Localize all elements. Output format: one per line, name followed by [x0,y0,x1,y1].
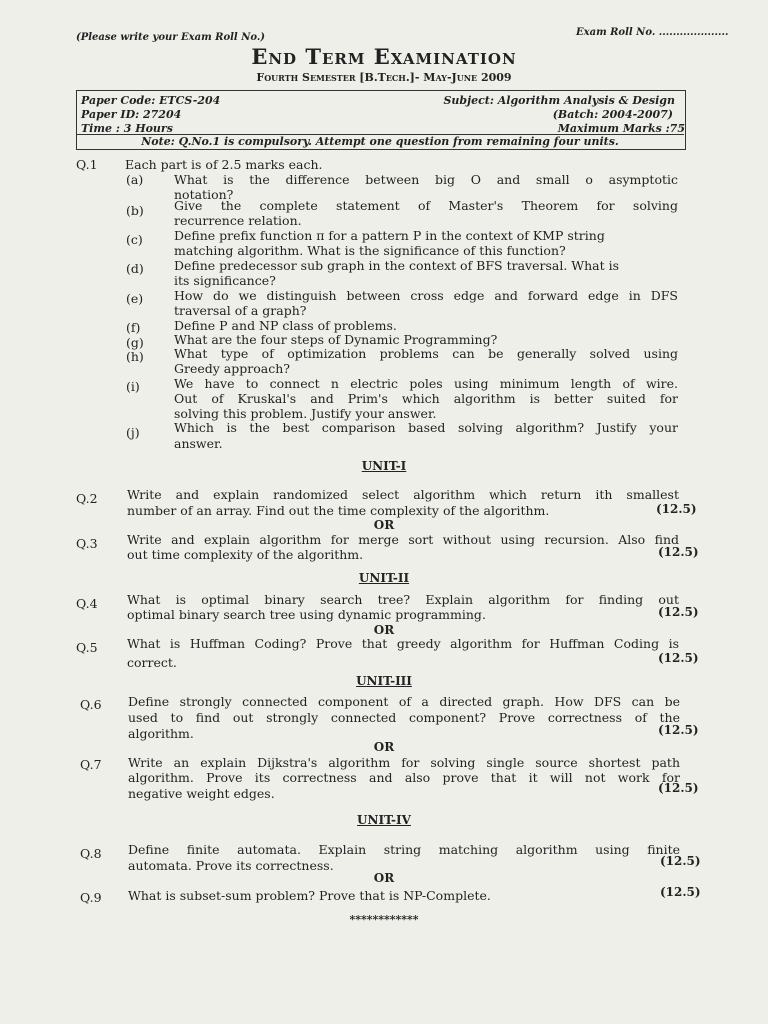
marks: (12.5) [656,502,697,516]
subject: Subject: Algorithm Analysis & Design [443,94,675,107]
or-separator: OR [373,871,395,885]
or-separator: OR [373,518,395,532]
part-line: How do we distinguish between cross edge and forward edge in DFS [174,288,678,303]
part-label: (i) [126,379,140,394]
question-line: correct. [127,655,177,670]
question-line: Write and explain randomized select algorithm which return ith smallest [127,487,679,502]
part-line: notation? [174,187,234,202]
part-line: What are the four steps of Dynamic Programming? [174,332,498,347]
question-line: optimal binary search tree using dynamic programming. [127,607,486,622]
part-line: Define prefix function π for a pattern P in the context of KMP string [174,228,605,243]
exam-time: Time : 3 Hours [81,122,173,135]
question-number: Q.6 [80,697,102,712]
question-line: Define finite automata. Explain string matching algorithm using finite [128,842,680,857]
exam-title: End Term Examination [251,44,517,69]
part-label: (h) [126,349,144,364]
unit-4-heading: UNIT-IV [357,813,411,827]
marks: (12.5) [658,651,699,665]
roll-instruction: (Please write your Exam Roll No.) [76,32,266,43]
question-line: algorithm. Prove its correctness and also prove that it will not work for [128,770,680,785]
question-number: Q.7 [80,757,102,772]
part-line: What is the difference between big O and small o asymptotic [174,172,678,187]
question-number: Q.2 [76,491,98,506]
question-line: What is subset-sum problem? Prove that is NP-Complete. [128,888,491,903]
question-line: Write and explain algorithm for merge sort without using recursion. Also find [127,532,679,547]
part-line: Out of Kruskal's and Prim's which algorithm is better suited for [174,391,678,406]
instruction-note [76,134,684,149]
question-line: Define strongly connected component of a directed graph. How DFS can be [128,694,680,709]
part-line: solving this problem. Justify your answer. [174,406,437,421]
question-line: number of an array. Find out the time complexity of the algorithm. [127,503,550,518]
q1-intro: Each part is of 2.5 marks each. [125,157,323,172]
note-text: Note: Q.No.1 is compulsory. Attempt one question from remaining four units. [141,135,619,148]
part-line: recurrence relation. [174,213,302,228]
marks: (12.5) [658,723,699,737]
question-number: Q.8 [80,846,102,861]
or-separator: OR [373,740,395,754]
question-line: out time complexity of the algorithm. [127,547,364,562]
part-label: (f) [126,320,141,335]
question-line: Write an explain Dijkstra's algorithm for solving single source shortest path [128,755,680,770]
marks: (12.5) [658,545,699,559]
part-line: answer. [174,436,223,451]
unit-3-heading: UNIT-III [356,674,412,688]
question-number: Q.4 [76,596,98,611]
part-label: (d) [126,261,144,276]
part-label: (e) [126,291,144,306]
question-line: What is Huffman Coding? Prove that greedy algorithm for Huffman Coding is [127,636,679,651]
unit-2-heading: UNIT-II [358,571,410,585]
end-marker: ************ [349,913,419,926]
part-line: We have to connect n electric poles using minimum length of wire. [174,376,678,391]
question-line: algorithm. [128,726,194,741]
part-line: Give the complete statement of Master's Theorem for solving [174,198,678,213]
roll-label: Exam Roll No. [576,27,656,38]
question-line: What is optimal binary search tree? Explain algorithm for finding out [127,592,679,607]
max-marks: Maximum Marks :75 [557,122,685,135]
question-number: Q.3 [76,536,98,551]
marks: (12.5) [658,781,699,795]
marks: (12.5) [658,605,699,619]
part-line: its significance? [174,273,276,288]
roll-blank: .................... [658,27,729,38]
part-line: Define P and NP class of problems. [174,318,397,333]
question-line: automata. Prove its correctness. [128,858,334,873]
or-separator: OR [373,623,395,637]
part-line: What type of optimization problems can be generally solved using [174,346,678,361]
marks: (12.5) [660,854,701,868]
part-line: Define predecessor sub graph in the context of BFS traversal. What is [174,258,620,273]
part-line: matching algorithm. What is the significance of this function? [174,243,566,258]
part-label: (a) [126,172,144,187]
part-label: (c) [126,232,143,247]
exam-roll-field [576,27,728,38]
part-line: Greedy approach? [174,361,290,376]
batch: (Batch: 2004-2007) [552,108,673,121]
question-number: Q.5 [76,640,98,655]
unit-1-heading: UNIT-I [361,459,407,473]
part-line: Which is the best comparison based solving algorithm? Justify your [174,420,678,435]
paper-id: Paper ID: 27204 [81,108,182,121]
marks: (12.5) [660,885,701,899]
question-number: Q.9 [80,890,102,905]
q1-number: Q.1 [76,157,98,172]
paper-code: Paper Code: ETCS-204 [81,94,221,107]
part-label: (b) [126,203,144,218]
exam-subtitle: Fourth Semester [B.Tech.]- May-June 2009 [256,71,512,84]
question-line: used to find out strongly connected component? Prove correctness of the [128,710,680,725]
part-line: traversal of a graph? [174,303,307,318]
part-label: (g) [126,335,144,350]
part-label: (j) [126,425,140,440]
question-line: negative weight edges. [128,786,275,801]
